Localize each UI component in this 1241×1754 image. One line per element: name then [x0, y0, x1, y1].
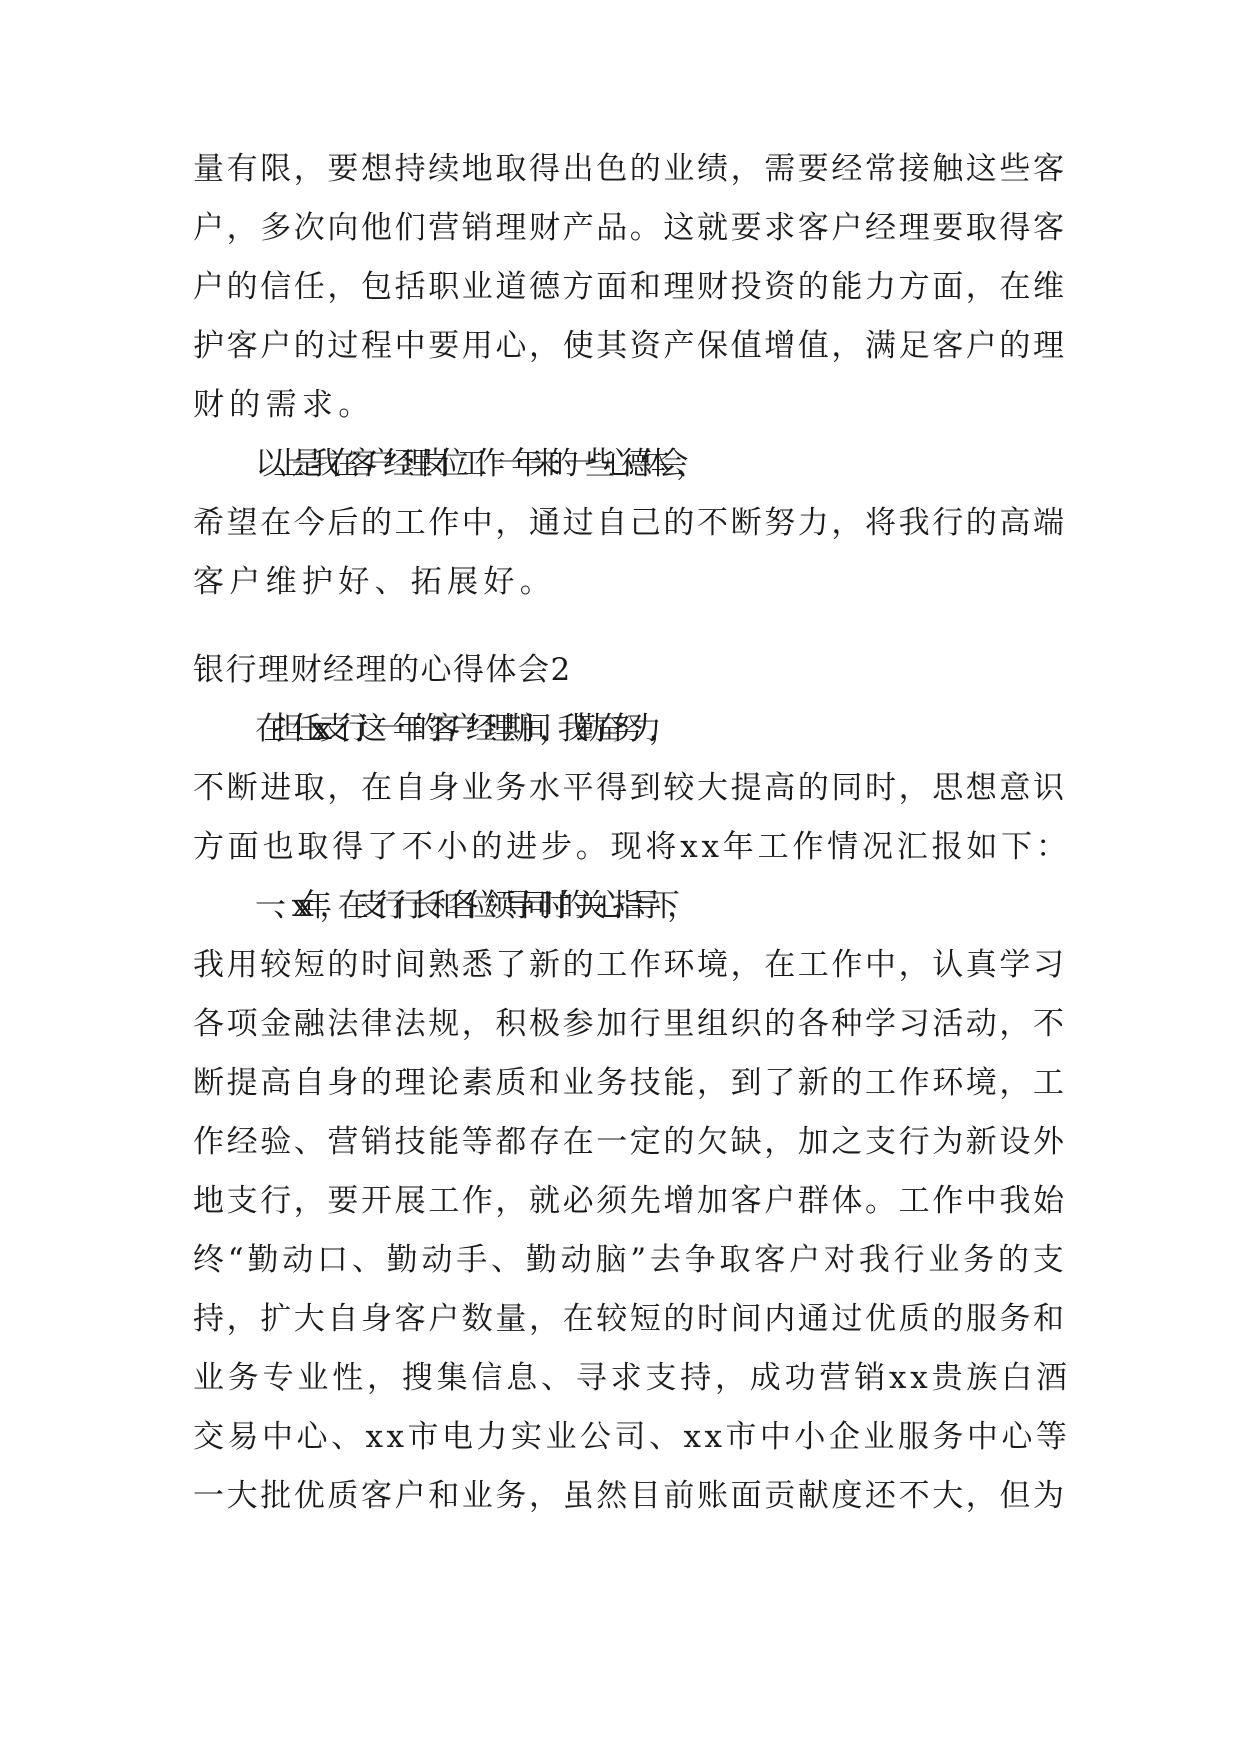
paragraph-line: 持，扩大自身客户数量，在较短的时间内通过优质的服务和 [193, 1301, 1067, 1337]
paragraph-line: 我用较短的时间熟悉了新的工作环境，在工作中，认真学习 [193, 947, 1067, 983]
paragraph-line: 客户维护好、拓展好。 [193, 564, 556, 600]
paragraph-line: 希望在今后的工作中，通过自己的不断努力，将我行的高端 [193, 505, 1067, 541]
paragraph-line: 作经验、营销技能等都存在一定的欠缺，加之支行为新设外 [193, 1124, 1067, 1160]
paragraph-line: 业务专业性，搜集信息、寻求支持，成功营销xx贵族白酒 [193, 1360, 1071, 1396]
section-heading: 银行理财经理的心得体会2 [193, 652, 572, 688]
paragraph-line: 一大批优质客户和业务，虽然目前账面贡献度还不大，但为 [193, 1478, 1067, 1514]
paragraph-line: 各项金融法律法规，积极参加行里组织的各种学习活动，不 [193, 1006, 1067, 1042]
paragraph-line: 终“勤动口、勤动手、勤动脑”去争取客户对我行业务的支 [193, 1242, 1068, 1278]
paragraph-line: 地支行，要开展工作，就必须先增加客户群体。工作中我始 [193, 1183, 1067, 1219]
paragraph-line: 以上是我在客户经理岗位工作一年来的一些心德体会， [255, 446, 695, 482]
paragraph-line: 一、xx年，在支行行长和各位领导同时的关心指导下， [255, 888, 686, 924]
paragraph-line: 断提高自身的理论素质和业务技能，到了新的工作环境，工 [193, 1065, 1067, 1101]
paragraph-line: 方面也取得了不小的进步。现将xx年工作情况汇报如下： [193, 829, 1071, 865]
paragraph-line: 户，多次向他们营销理财产品。这就要求客户经理要取得客 [193, 210, 1067, 246]
paragraph-line: 交易中心、xx市电力实业公司、xx市中小企业服务中心等 [193, 1419, 1071, 1455]
paragraph-line: 户的信任，包括职业道德方面和理财投资的能力方面，在维 [193, 269, 1067, 305]
paragraph-line: 护客户的过程中要用心，使其资产保值增值，满足客户的理 [193, 328, 1067, 364]
paragraph-line: 财的需求。 [193, 387, 375, 423]
paragraph-line: 在担任xx支行这一年的客户经理期间，我勤奋努力， [255, 711, 668, 747]
paragraph-line: 不断进取，在自身业务水平得到较大提高的同时，思想意识 [193, 770, 1067, 806]
paragraph-line: 量有限，要想持续地取得出色的业绩，需要经常接触这些客 [193, 151, 1067, 187]
